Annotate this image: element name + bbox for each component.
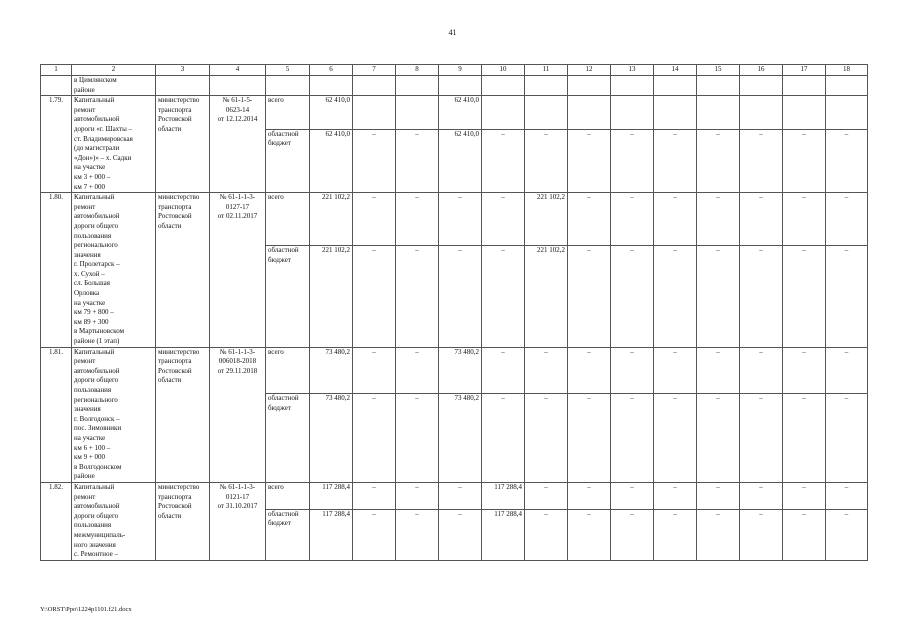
year-amount: – [654, 246, 697, 347]
empty-cell [611, 76, 654, 96]
empty-cell [439, 76, 482, 96]
empty-cell [482, 76, 525, 96]
year-amount: – [826, 129, 868, 193]
year-amount: – [654, 509, 697, 560]
year-amount: – [611, 509, 654, 560]
funding-source: областной бюджет [266, 246, 310, 347]
year-amount: – [611, 246, 654, 347]
year-amount: 73 480,2 [439, 347, 482, 394]
funding-source: всего [266, 193, 310, 246]
year-amount: – [396, 347, 439, 394]
year-amount: – [568, 347, 611, 394]
customer [156, 347, 210, 482]
object-name-line: пользования [74, 521, 112, 530]
column-number: 16 [740, 65, 783, 76]
object-name-line: автомобильной [74, 212, 120, 221]
total-amount: 73 480,2 [310, 394, 353, 483]
year-amount: – [826, 246, 868, 347]
object-name [72, 96, 156, 193]
year-amount: – [353, 347, 396, 394]
year-amount: – [697, 347, 740, 394]
object-name-line: в Волгодонском [74, 462, 122, 471]
object-name-line: ремонт [74, 202, 96, 211]
year-amount: – [611, 347, 654, 394]
object-name-line: на участке [74, 298, 106, 307]
customer-line: Ростовской [158, 115, 192, 124]
customer-line: области [158, 221, 182, 230]
object-name-line: районе [74, 472, 95, 481]
expertise-doc [210, 482, 266, 560]
customer-line: министерство [158, 193, 200, 202]
empty-cell [826, 76, 868, 96]
year-amount: – [697, 193, 740, 246]
expertise-doc [210, 347, 266, 482]
row-number [41, 76, 72, 96]
total-amount: 62 410,0 [310, 129, 353, 193]
object-name-line: значения [74, 250, 101, 259]
funding-source: областной бюджет [266, 129, 310, 193]
total-amount: 221 102,2 [310, 193, 353, 246]
year-amount: – [654, 482, 697, 509]
expertise-doc-line: № 61-1-1-3- [219, 347, 256, 356]
year-amount: – [740, 193, 783, 246]
customer-line: области [158, 511, 182, 520]
empty-cell [740, 76, 783, 96]
object-name-line: автомобильной [74, 502, 120, 511]
customer [156, 96, 210, 193]
year-amount: – [482, 347, 525, 394]
row-number: 1.81. [41, 347, 72, 482]
object-name-line: сл. Большая [74, 279, 110, 288]
year-amount [568, 96, 611, 129]
year-amount: – [568, 482, 611, 509]
row-number: 1.80. [41, 193, 72, 348]
year-amount [396, 96, 439, 129]
year-amount: – [740, 347, 783, 394]
year-amount: – [353, 509, 396, 560]
column-number: 12 [568, 65, 611, 76]
year-amount: – [396, 193, 439, 246]
expertise-doc-line: 0127-17 [225, 202, 250, 211]
year-amount: 221 102,2 [525, 193, 568, 246]
year-amount [654, 96, 697, 129]
empty-cell [654, 76, 697, 96]
file-path-footer: Y:\ORST\Ppo\1224p1101.f21.docx [40, 606, 132, 613]
column-number: 13 [611, 65, 654, 76]
year-amount: – [783, 482, 826, 509]
total-amount: 117 288,4 [310, 509, 353, 560]
empty-cell [156, 76, 210, 96]
expertise-doc-line: от 12.12.2014 [217, 115, 258, 124]
year-amount: – [396, 482, 439, 509]
object-name-line: Капитальный [74, 347, 115, 356]
object-name-line: с. Ремонтное – [74, 550, 118, 559]
year-amount: – [826, 394, 868, 483]
row-number: 1.79. [41, 96, 72, 193]
object-name-line: районе [74, 85, 95, 94]
year-amount: – [611, 482, 654, 509]
expertise-doc-line: № 61-1-1-3- [219, 482, 256, 491]
column-number: 3 [156, 65, 210, 76]
object-name-line: дороги общего [74, 511, 119, 520]
year-amount: – [654, 129, 697, 193]
object-name-line: регионального [74, 241, 118, 250]
year-amount: – [611, 193, 654, 246]
object-name-line: межмуниципаль- [74, 530, 126, 539]
expertise-doc-line: № 61-1-1-3- [219, 193, 256, 202]
column-number: 1 [41, 65, 72, 76]
object-name-line: км 6 + 100 – [74, 443, 111, 452]
object-name-line: х. Сухой – [74, 269, 105, 278]
year-amount: – [568, 509, 611, 560]
object-name-line: км 3 + 000 – [74, 172, 111, 181]
empty-cell [525, 76, 568, 96]
year-amount: – [439, 509, 482, 560]
column-number: 6 [310, 65, 353, 76]
page-number: 41 [448, 28, 457, 37]
year-amount: – [353, 129, 396, 193]
year-amount: – [826, 193, 868, 246]
year-amount: – [525, 347, 568, 394]
year-amount: – [783, 347, 826, 394]
year-amount: – [353, 193, 396, 246]
year-amount: – [697, 129, 740, 193]
object-name-line: Капитальный [74, 193, 115, 202]
object-name-line: г. Пролетарск – [74, 260, 120, 269]
year-amount: – [826, 347, 868, 394]
year-amount: – [396, 129, 439, 193]
year-amount: – [654, 394, 697, 483]
column-number: 4 [210, 65, 266, 76]
object-name-line: км 79 + 800 – [74, 308, 114, 317]
year-amount: – [611, 129, 654, 193]
year-amount: – [568, 193, 611, 246]
column-number: 10 [482, 65, 525, 76]
empty-cell [783, 76, 826, 96]
object-name-line: км 89 + 300 [74, 317, 109, 326]
object-name-line: ремонт [74, 492, 96, 501]
year-amount: – [783, 193, 826, 246]
column-number: 5 [266, 65, 310, 76]
empty-cell [697, 76, 740, 96]
column-number: 14 [654, 65, 697, 76]
year-amount: – [740, 482, 783, 509]
total-amount: 62 410,0 [310, 96, 353, 129]
year-amount: – [826, 482, 868, 509]
year-amount: – [826, 509, 868, 560]
year-amount: – [525, 509, 568, 560]
year-amount: – [654, 347, 697, 394]
expertise-doc [210, 193, 266, 348]
column-number: 17 [783, 65, 826, 76]
year-amount: 62 410,0 [439, 129, 482, 193]
year-amount: 73 480,2 [439, 394, 482, 483]
object-name-line: регионального [74, 395, 118, 404]
year-amount [826, 96, 868, 129]
year-amount: – [396, 509, 439, 560]
column-number: 2 [72, 65, 156, 76]
object-name [72, 347, 156, 482]
object-name-line: автомобильной [74, 115, 120, 124]
expertise-doc-line: от 29.11.2018 [217, 366, 258, 375]
customer-line: Ростовской [158, 212, 192, 221]
column-number: 11 [525, 65, 568, 76]
object-name-line: ного значения [74, 540, 116, 549]
year-amount: – [740, 509, 783, 560]
year-amount: – [439, 246, 482, 347]
year-amount: – [783, 246, 826, 347]
year-amount: – [439, 193, 482, 246]
object-name [72, 482, 156, 560]
customer [156, 193, 210, 348]
object-name-line: автомобильной [74, 366, 120, 375]
year-amount [697, 96, 740, 129]
year-amount [482, 96, 525, 129]
empty-cell [210, 76, 266, 96]
empty-cell [310, 76, 353, 96]
year-amount: – [482, 394, 525, 483]
year-amount: – [396, 394, 439, 483]
expertise-doc-line: от 31.10.2017 [217, 502, 258, 511]
year-amount [783, 96, 826, 129]
year-amount: – [482, 193, 525, 246]
column-number: 7 [353, 65, 396, 76]
customer-line: области [158, 376, 182, 385]
object-name-line: «Дон»)» – х. Садки [74, 153, 132, 162]
year-amount: – [525, 394, 568, 483]
total-amount: 117 288,4 [310, 482, 353, 509]
year-amount: 62 410,0 [439, 96, 482, 129]
year-amount: – [568, 246, 611, 347]
customer-line: транспорта [158, 202, 192, 211]
funding-source: областной бюджет [266, 394, 310, 483]
total-amount: 221 102,2 [310, 246, 353, 347]
column-number: 18 [826, 65, 868, 76]
customer-line: транспорта [158, 357, 192, 366]
year-amount: – [697, 482, 740, 509]
year-amount: – [783, 129, 826, 193]
table-row [41, 193, 868, 246]
object-name-line: Капитальный [74, 482, 115, 491]
customer-line: транспорта [158, 492, 192, 501]
object-name-line: на участке [74, 433, 106, 442]
funding-source: всего [266, 482, 310, 509]
year-amount: – [353, 394, 396, 483]
object-name-line: ремонт [74, 105, 96, 114]
year-amount: – [697, 394, 740, 483]
customer [156, 482, 210, 560]
year-amount: – [353, 246, 396, 347]
year-amount: – [353, 482, 396, 509]
object-name-line: ремонт [74, 357, 96, 366]
year-amount: – [568, 394, 611, 483]
funding-source: всего [266, 96, 310, 129]
object-name-line: значения [74, 405, 101, 414]
object-name-line: пользования [74, 231, 112, 240]
object-name-line: дороги «г. Шахты – [74, 124, 133, 133]
year-amount: – [740, 394, 783, 483]
continuation-row [41, 76, 868, 96]
funding-source: всего [266, 347, 310, 394]
expertise-doc [210, 96, 266, 193]
customer-line: министерство [158, 347, 200, 356]
empty-cell [396, 76, 439, 96]
year-amount: – [697, 246, 740, 347]
table-row [41, 482, 868, 509]
customer-line: министерство [158, 96, 200, 105]
year-amount: – [525, 129, 568, 193]
expertise-doc-line: № 61-1-5- [222, 96, 253, 105]
object-name-line: ст. Владимировская [74, 134, 133, 143]
row-number: 1.82. [41, 482, 72, 560]
object-name-line: дороги общего [74, 376, 119, 385]
year-amount: 117 288,4 [482, 509, 525, 560]
year-amount: – [611, 394, 654, 483]
empty-cell [353, 76, 396, 96]
column-number: 15 [697, 65, 740, 76]
empty-cell [568, 76, 611, 96]
object-name-line: пользования [74, 386, 112, 394]
total-amount: 73 480,2 [310, 347, 353, 394]
object-name-line: на участке [74, 163, 106, 172]
year-amount [740, 96, 783, 129]
object-name-line: районе (1 этап) [74, 337, 120, 346]
year-amount: – [482, 129, 525, 193]
table-row [41, 96, 868, 129]
year-amount: – [396, 246, 439, 347]
expertise-doc-line: от 02.11.2017 [217, 212, 258, 221]
expertise-doc-line: 0121-17 [225, 492, 250, 501]
funding-source: областной бюджет [266, 509, 310, 560]
object-name-line: в Цимлянском [74, 76, 117, 84]
object-name-line: пос. Зимовники [74, 424, 122, 433]
year-amount: – [740, 129, 783, 193]
object-name-line: Орловка [74, 289, 100, 298]
budget-table [40, 64, 868, 561]
year-amount: – [783, 394, 826, 483]
object-name-line: (до магистрали [74, 144, 120, 153]
object-name-line: Капитальный [74, 96, 115, 105]
column-number: 9 [439, 65, 482, 76]
year-amount: – [568, 129, 611, 193]
year-amount: – [525, 482, 568, 509]
customer-line: министерство [158, 482, 200, 491]
customer-line: области [158, 124, 182, 133]
expertise-doc-line: 0623-14 [225, 105, 250, 114]
empty-cell [266, 76, 310, 96]
object-name-line: дороги общего [74, 221, 119, 230]
column-number-row [41, 65, 868, 76]
object-name-line: км 7 + 000 [74, 182, 106, 191]
year-amount: – [740, 246, 783, 347]
year-amount: 117 288,4 [482, 482, 525, 509]
object-name-line: г. Волгодонск – [74, 414, 120, 423]
year-amount [611, 96, 654, 129]
year-amount: – [697, 509, 740, 560]
table-row [41, 347, 868, 394]
year-amount: – [439, 482, 482, 509]
year-amount [353, 96, 396, 129]
object-name [72, 76, 156, 96]
customer-line: транспорта [158, 105, 192, 114]
column-number: 8 [396, 65, 439, 76]
year-amount: – [654, 193, 697, 246]
year-amount: 221 102,2 [525, 246, 568, 347]
object-name-line: км 9 + 000 [74, 453, 106, 462]
year-amount [525, 96, 568, 129]
customer-line: Ростовской [158, 502, 192, 511]
customer-line: Ростовской [158, 366, 192, 375]
object-name [72, 193, 156, 348]
year-amount: – [783, 509, 826, 560]
object-name-line: в Мартыновском [74, 327, 125, 336]
expertise-doc-line: 006018-2018 [218, 357, 257, 366]
year-amount: – [482, 246, 525, 347]
